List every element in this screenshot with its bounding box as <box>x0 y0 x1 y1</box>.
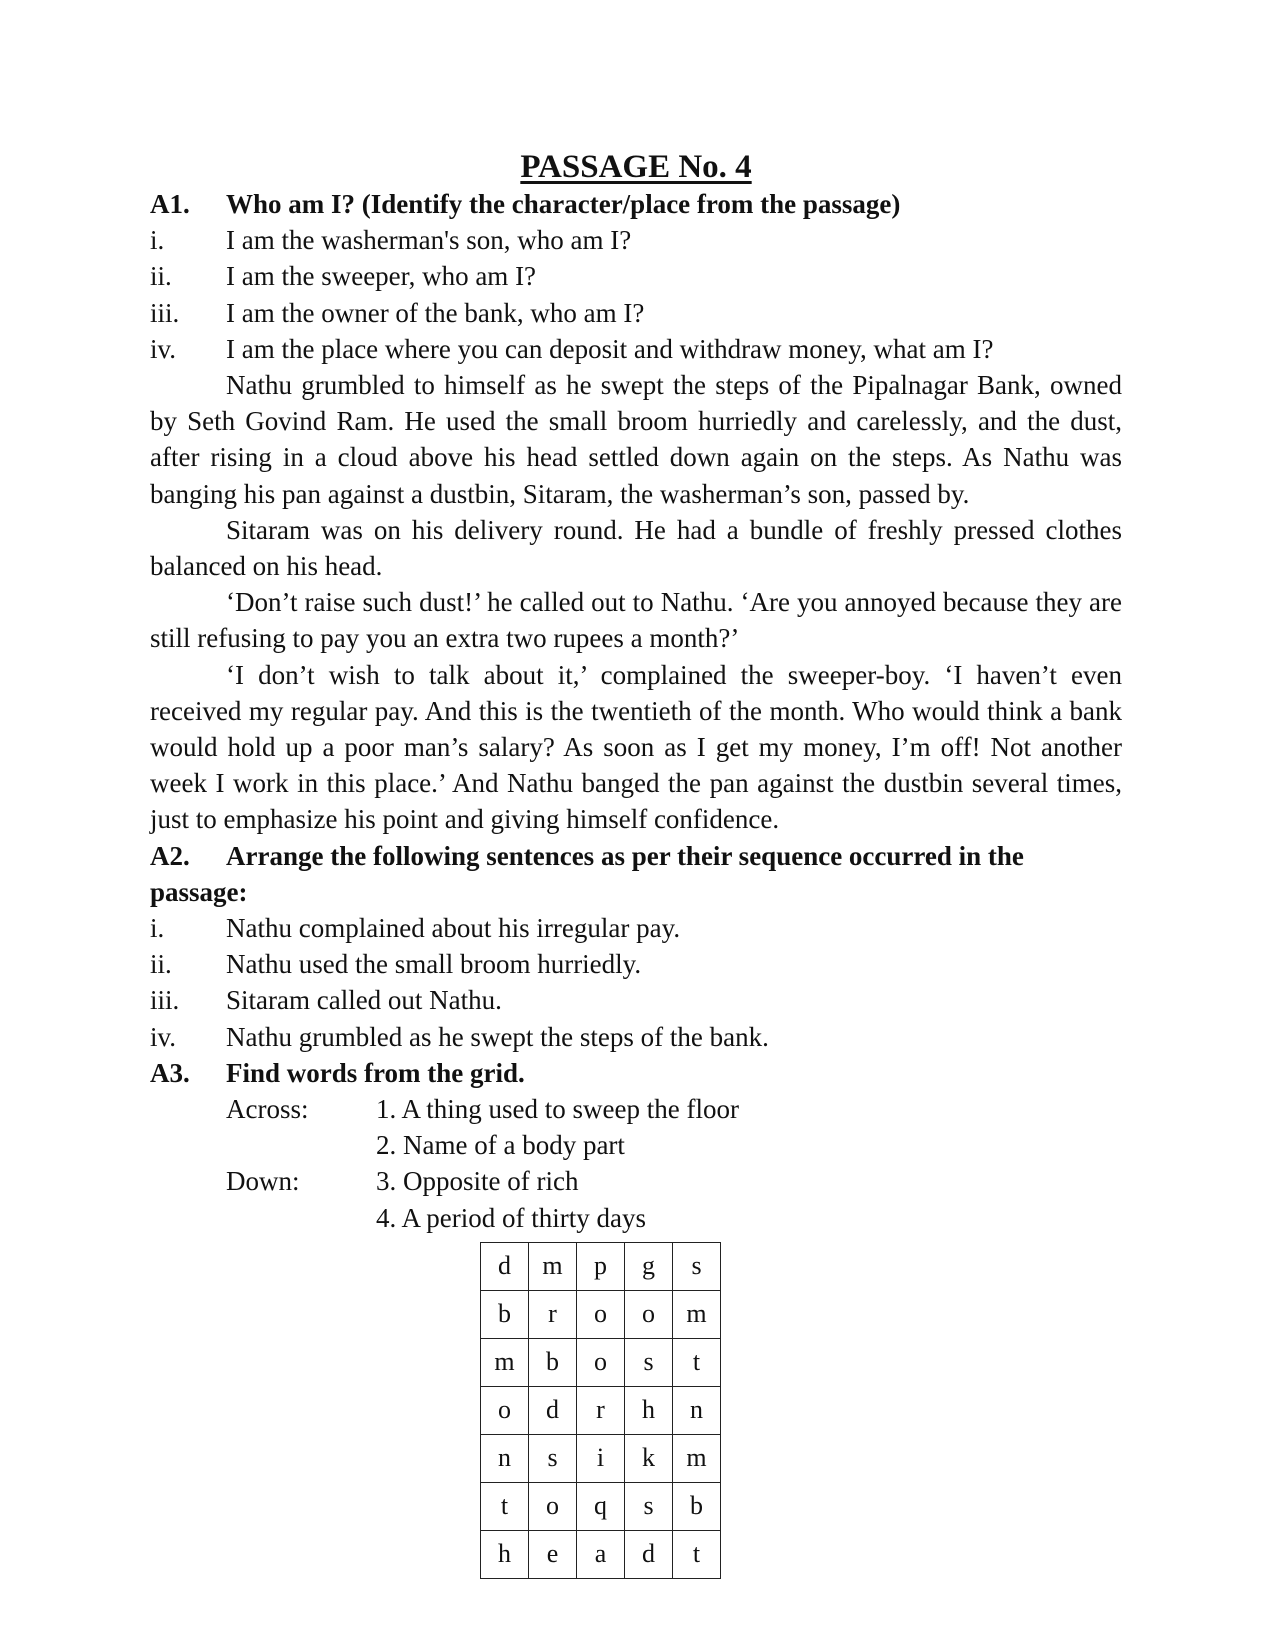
passage-paragraph: Nathu grumbled to himself as he swept the steps of the Pipalnagar Bank, owned by Seth Govind Ram. He used the small broom hurriedly and carelessly, and the dust, after rising in a cloud above his head settled down again on the steps. As Nathu was banging his pan against a dustbin, Sitaram, the washerman’s son, passed by. <box>150 370 1122 509</box>
a1-item <box>150 331 1122 367</box>
passage-paragraph: Sitaram was on his delivery round. He had a bundle of freshly pressed clothes balanced on his head. <box>150 514 1122 582</box>
item-number: iv. <box>150 333 176 364</box>
passage-paragraph: ‘I don’t wish to talk about it,’ complained the sweeper-boy. ‘I haven’t even received my regular pay. And this is the twentieth of the month. Who would think a bank would hold up a poor man’s salary? As soon as I get my money, I’m off! Not another week I work in this place.’ And Nathu banged the pan against the dustbin several times, just to emphasize his point and giving himself confidence. <box>150 659 1122 835</box>
grid-row <box>481 1290 721 1338</box>
item-text: Nathu grumbled as he swept the steps of the bank. <box>226 1021 769 1052</box>
question-a1-heading <box>150 186 1122 222</box>
item-number: ii. <box>150 949 172 980</box>
across-label: Across: <box>226 1094 309 1125</box>
grid-cell: d <box>625 1530 673 1578</box>
grid-cell: g <box>625 1242 673 1290</box>
grid-cell: s <box>529 1434 577 1482</box>
grid-cell: o <box>625 1290 673 1338</box>
grid-cell: p <box>577 1242 625 1290</box>
a1-item <box>150 222 1122 258</box>
grid-cell: q <box>577 1482 625 1530</box>
down-label: Down: <box>226 1166 300 1197</box>
grid-row <box>481 1482 721 1530</box>
question-a2-heading <box>150 838 1122 910</box>
question-text: Who am I? (Identify the character/place from the passage) <box>226 189 901 219</box>
question-a3-heading <box>150 1055 1122 1091</box>
a2-item <box>150 982 1122 1018</box>
word-grid-container <box>480 1242 1122 1579</box>
item-text: I am the place where you can deposit and withdraw money, what am I? <box>226 333 994 364</box>
grid-cell: t <box>673 1338 721 1386</box>
clue-spacer <box>226 1127 376 1163</box>
item-number: i. <box>150 913 165 944</box>
item-text: Nathu complained about his irregular pay. <box>226 913 681 944</box>
question-number: A2. <box>150 840 190 871</box>
grid-cell: b <box>673 1482 721 1530</box>
grid-cell: d <box>529 1386 577 1434</box>
clue-text: 4. A period of thirty days <box>376 1202 646 1233</box>
grid-row <box>481 1338 721 1386</box>
grid-row <box>481 1530 721 1578</box>
clue-row <box>150 1127 1122 1163</box>
grid-cell: m <box>529 1242 577 1290</box>
a1-item <box>150 295 1122 331</box>
grid-cell: o <box>577 1290 625 1338</box>
grid-cell: n <box>673 1386 721 1434</box>
a1-item <box>150 258 1122 294</box>
grid-cell: h <box>481 1530 529 1578</box>
clue-text: 2. Name of a body part <box>376 1130 625 1161</box>
question-number: A1. <box>150 189 190 219</box>
grid-cell: m <box>673 1434 721 1482</box>
a2-item <box>150 946 1122 982</box>
word-grid <box>480 1242 721 1579</box>
grid-cell: r <box>577 1386 625 1434</box>
clue-text: 3. Opposite of rich <box>376 1166 579 1197</box>
grid-cell: t <box>481 1482 529 1530</box>
item-text: Sitaram called out Nathu. <box>226 985 502 1016</box>
grid-cell: m <box>481 1338 529 1386</box>
item-text: I am the sweeper, who am I? <box>226 261 537 292</box>
document-content <box>150 148 1122 1579</box>
page-title: PASSAGE No. 4 <box>520 149 752 185</box>
grid-cell: n <box>481 1434 529 1482</box>
grid-cell: b <box>529 1338 577 1386</box>
clue-row <box>150 1200 1122 1236</box>
item-text: I am the owner of the bank, who am I? <box>226 297 645 328</box>
grid-cell: t <box>673 1530 721 1578</box>
item-number: iii. <box>150 985 180 1016</box>
clue-row <box>150 1091 1122 1127</box>
clue-spacer <box>226 1200 376 1236</box>
grid-cell: s <box>673 1242 721 1290</box>
a2-item <box>150 1019 1122 1055</box>
grid-cell: o <box>529 1482 577 1530</box>
item-number: iii. <box>150 297 180 328</box>
grid-cell: s <box>625 1482 673 1530</box>
a2-item <box>150 910 1122 946</box>
grid-cell: b <box>481 1290 529 1338</box>
grid-cell: d <box>481 1242 529 1290</box>
item-number: ii. <box>150 261 172 292</box>
item-number: i. <box>150 225 165 256</box>
passage-paragraph: ‘Don’t raise such dust!’ he called out to Nathu. ‘Are you annoyed because they are still refusing to pay you an extra two rupees a month?’ <box>150 587 1122 654</box>
grid-cell: a <box>577 1530 625 1578</box>
grid-cell: r <box>529 1290 577 1338</box>
grid-cell: h <box>625 1386 673 1434</box>
grid-cell: i <box>577 1434 625 1482</box>
item-text: Nathu used the small broom hurriedly. <box>226 949 642 980</box>
grid-cell: m <box>673 1290 721 1338</box>
item-number: iv. <box>150 1021 176 1052</box>
clue-row <box>150 1163 1122 1199</box>
question-text: Find words from the grid. <box>226 1057 525 1088</box>
grid-cell: e <box>529 1530 577 1578</box>
question-number: A3. <box>150 1057 190 1088</box>
item-text: I am the washerman's son, who am I? <box>226 225 632 256</box>
grid-cell: s <box>625 1338 673 1386</box>
question-text: Arrange the following sentences as per their sequence occurred in the passage: <box>150 840 1024 907</box>
grid-cell: k <box>625 1434 673 1482</box>
grid-row <box>481 1386 721 1434</box>
grid-row <box>481 1434 721 1482</box>
grid-row <box>481 1242 721 1290</box>
clue-text: 1. A thing used to sweep the floor <box>376 1094 739 1125</box>
grid-cell: o <box>481 1386 529 1434</box>
grid-cell: o <box>577 1338 625 1386</box>
